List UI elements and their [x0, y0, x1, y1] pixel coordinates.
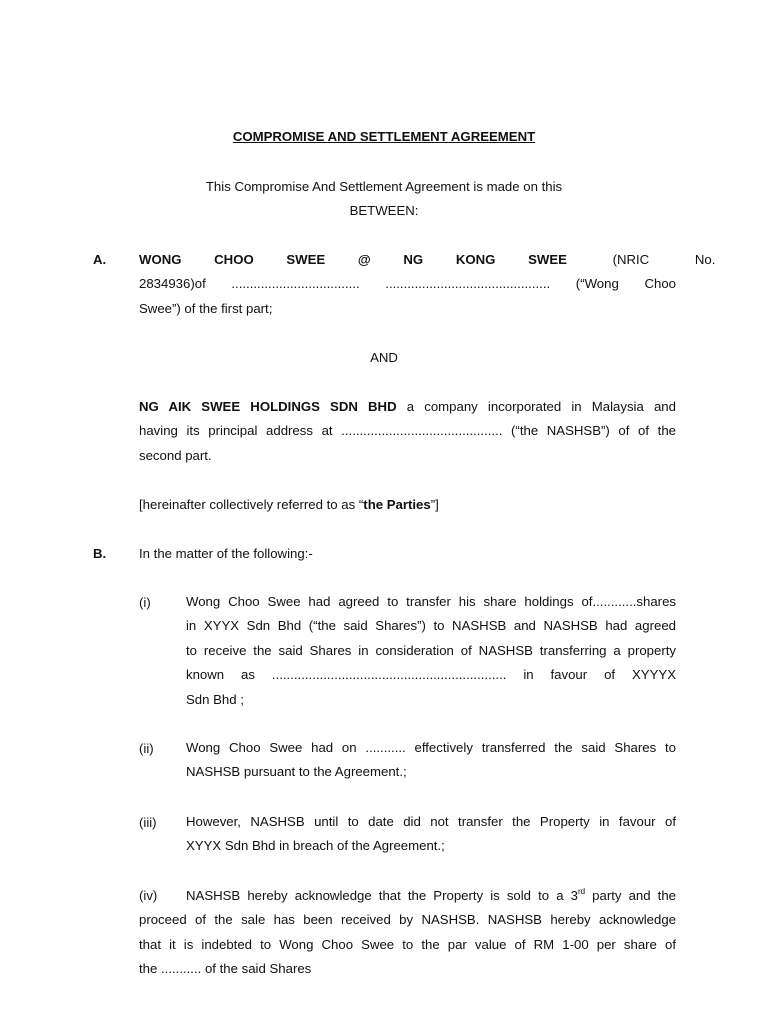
party-b-desc: a company incorporated in Malaysia and: [396, 399, 676, 414]
item-i-line: to receive the said Shares in consideration of NASHSB transferring a property: [186, 642, 676, 658]
section-b-marker: B.: [93, 546, 107, 561]
item-i-line: known as ................................................................ in favour of XYYYX: [186, 667, 676, 683]
item-iv-line: the ........... of the said Shares: [139, 961, 312, 977]
party-a-marker: A.: [93, 252, 107, 267]
item-ii-text: [186, 736, 676, 785]
party-b-line-3: second part.: [139, 447, 212, 463]
item-i-line: Wong Choo Swee had agreed to transfer his share holdings of............shares: [186, 594, 676, 609]
item-iv-line-1a: NASHSB hereby acknowledge that the Property is sold to a 3: [186, 888, 578, 903]
intro-line: This Compromise And Settlement Agreement is made on this: [205, 179, 563, 194]
party-a-line-2: 2834936)of ................................... ............................................. (“Wong Choo: [139, 276, 676, 292]
item-i-line: in XYYX Sdn Bhd (“the said Shares”) to NASHSB and NASHSB had agreed: [186, 618, 676, 634]
party-b-line-1: [139, 395, 676, 419]
item-iv-text: [139, 884, 676, 982]
item-iv-line-1b: party and the: [585, 888, 676, 903]
item-iii-text: [186, 810, 676, 859]
hereinafter-clause: [139, 497, 439, 512]
item-i-text: [186, 590, 676, 712]
item-ii-label: (ii): [139, 741, 154, 756]
item-iv-superscript: rd: [577, 887, 586, 896]
party-b-line-2: having its principal address at ............................................ (“the NASHSB”) of of the: [139, 423, 676, 439]
party-a-name: WONG CHOO SWEE @ NG KONG SWEE: [139, 252, 567, 267]
section-b-intro: In the matter of the following:-: [139, 546, 313, 561]
item-ii-line: NASHSB pursuant to the Agreement.;: [186, 764, 407, 780]
item-iii-line: However, NASHSB until to date did not transfer the Property in favour of: [186, 814, 676, 829]
item-i-label: (i): [139, 595, 151, 610]
party-a-line-1: [139, 248, 716, 272]
party-a-line-3: Swee”) of the first part;: [139, 300, 273, 316]
and-label: AND: [370, 350, 398, 365]
hereinafter-bold: the Parties: [363, 497, 431, 512]
item-iv-line-1: [139, 884, 676, 908]
hereinafter-prefix: [hereinafter collectively referred to as “: [139, 497, 364, 512]
item-iii-line: XYYX Sdn Bhd in breach of the Agreement.;: [186, 838, 445, 854]
item-iv-line: proceed of the sale has been received by NASHSB. NASHSB hereby acknowledge: [139, 912, 676, 928]
item-iii-label: (iii): [139, 815, 157, 830]
item-iv-line: that it is indebted to Wong Choo Swee to the par value of RM 1-00 per share of: [139, 936, 676, 952]
document-title: COMPROMISE AND SETTLEMENT AGREEMENT: [232, 129, 536, 144]
item-i-line: Sdn Bhd ;: [186, 691, 244, 707]
item-ii-line: Wong Choo Swee had on ........... effectively transferred the said Shares to: [186, 740, 676, 755]
hereinafter-suffix: ”]: [430, 497, 439, 512]
party-b-name: NG AIK SWEE HOLDINGS SDN BHD: [139, 399, 397, 414]
party-b-block: [139, 395, 676, 468]
party-a-block: [139, 248, 716, 321]
item-iv-label: (iv): [139, 888, 158, 903]
party-a-nric: (NRIC No.: [566, 252, 716, 267]
between-label: BETWEEN:: [349, 203, 419, 218]
